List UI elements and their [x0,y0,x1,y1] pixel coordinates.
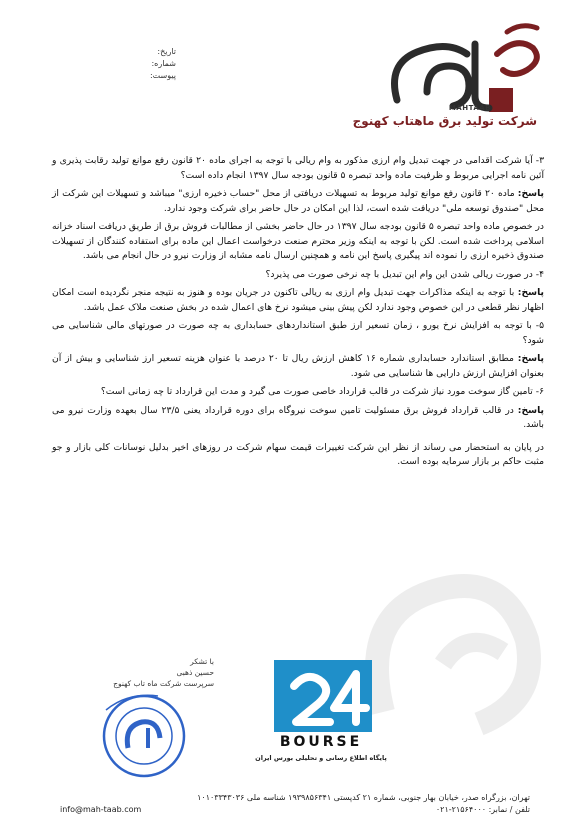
closing-paragraph: در پایان به استحضار می رساند از نظر این شرکت تغییرات قیمت سهام شرکت در روزهای اخیر بدلیل نوسانات کلی بازار و جو مثبت حاکم بر بازار سرمایه بوده است. [52,441,544,467]
meta-attachment: پیوست: [149,71,176,80]
bourse-subtitle: پایگاه اطلاع رسانی و تحلیلی بورس ایران [255,754,387,762]
answer-label: پاسخ: [517,353,544,364]
answer-6 [52,404,544,433]
thanks-text: با تشکر [190,657,214,666]
answer-4-text: با توجه به اینکه مذاکرات جهت تبدیل وام ارزی به ریالی تاکنون در جریان بوده و هنوز به نتیجه منجر نگردیده است امکان اظهار نظر قطعی در این خصوص وجود ندارد لکن پیش بینی میشود نرخ های اعمال شده در بخش صنعت ملاک عمل باشد. [52,287,544,313]
answer-6-text: در قالب قرارداد فروش برق مسئولیت تامین سوخت نیروگاه برای دوره قرارداد یعنی ۲۳/۵ سال بعهده وزارت نیرو می باشد. [52,404,544,430]
letter-footer [60,792,530,816]
meta-number: شماره: [151,59,176,68]
footer-contact-row [60,804,530,816]
answer-label: پاسخ: [517,404,544,416]
question-3: ۳- آیا شرکت اقدامی در جهت تبدیل وام ارزی مذکور به وام ریالی با توجه به اجرای ماده ۲۰ قانون رفع موانع تولید رقابت پذیری و آئین نامه اجرایی مربوط و ظرفیت ماده واحد تبصره ۵ قانون بودجه سال ۱۳۹۷ انجام داده است؟ [52,155,544,181]
answer-5 [52,352,544,381]
answer-4 [52,286,544,315]
letter-meta [116,46,176,82]
footer-address: تهران، بزرگراه صدر، خیابان بهار جنوبی، شماره ۲۱ کدپستی ۱۹۳۹۸۵۶۳۴۱ شناسه ملی ۱۰۱۰۳۳۴۳۰۳۶ [197,793,530,802]
footer-email[interactable]: info@mah-taab.com [60,805,142,814]
answer-label: پاسخ: [517,188,544,199]
question-5: ۵- با توجه به افزایش نرخ یورو ، زمان تسعیر ارز طبق استانداردهای حسابداری به چه صورت در صورتهای مالی شناسایی می شود؟ [52,320,544,346]
answer-3 [52,187,544,216]
answer-3-text: ماده ۲۰ قانون رفع موانع تولید مربوط به تسهیلات دریافتی از محل "حساب ذخیره ارزی" میباشد و تسهیلات این شرکت از محل "صندوق توسعه ملی" دریافت شده است، لذا این امکان در حال حاضر برای شرکت وجود ندارد. [52,188,544,214]
budget-paragraph: در خصوص ماده واحد تبصره ۵ قانون بودجه سال ۱۳۹۷ در حال حاضر بخشی از مطالبات فروش برق از طریق دریافت اسناد خزانه اسلامی پرداخت شده است. لکن با توجه به اینکه وزیر محترم صنعت درخواست اعمال این ماده برای استفاده کنندگان از تسهیلات صندوق ذخیره ارزی را نموده اند پیگیری پاسخ این نامه و همچنین ارسال نامه مشابه از وزارت نیرو در حال انجام می باشد. [52,221,544,261]
question-4: ۴- در صورت ریالی شدن این وام این تبدیل با چه نرخی صورت می پذیرد؟ [265,268,544,280]
logo-latin-text: MAHTAAB [448,104,491,112]
bourse-wordmark: BOURSE [279,734,363,750]
answer-label: پاسخ: [517,287,544,298]
question-6: ۶- تامین گاز سوخت مورد نیاز شرکت در قالب قرارداد خاصی صورت می گیرد و مدت این قرارداد تا چه زمانی است؟ [100,386,544,397]
meta-date: تاریخ: [157,47,176,56]
answer-5-text: مطابق استاندارد حسابداری شماره ۱۶ کاهش ارزش ریال تا ۲۰ درصد با عنوان هزینه تسعیر ارز شناسایی و بیش از آن بعنوان افزایش ارزش دارایی ها شناسایی می شود. [52,353,544,379]
signer-name: حسین ذهبی [176,668,214,677]
company-name: شرکت تولید برق ماهتاب کهنوج [352,114,537,128]
company-stamp [98,690,190,782]
letter-body [52,154,544,474]
signature-block [104,656,214,689]
signer-role: سرپرست شرکت ماه تاب کهنوج [113,679,214,688]
footer-phone: تلفن / نمابر: ۲۱۵۶۴۰۰۰-۰۲۱ [435,805,530,814]
